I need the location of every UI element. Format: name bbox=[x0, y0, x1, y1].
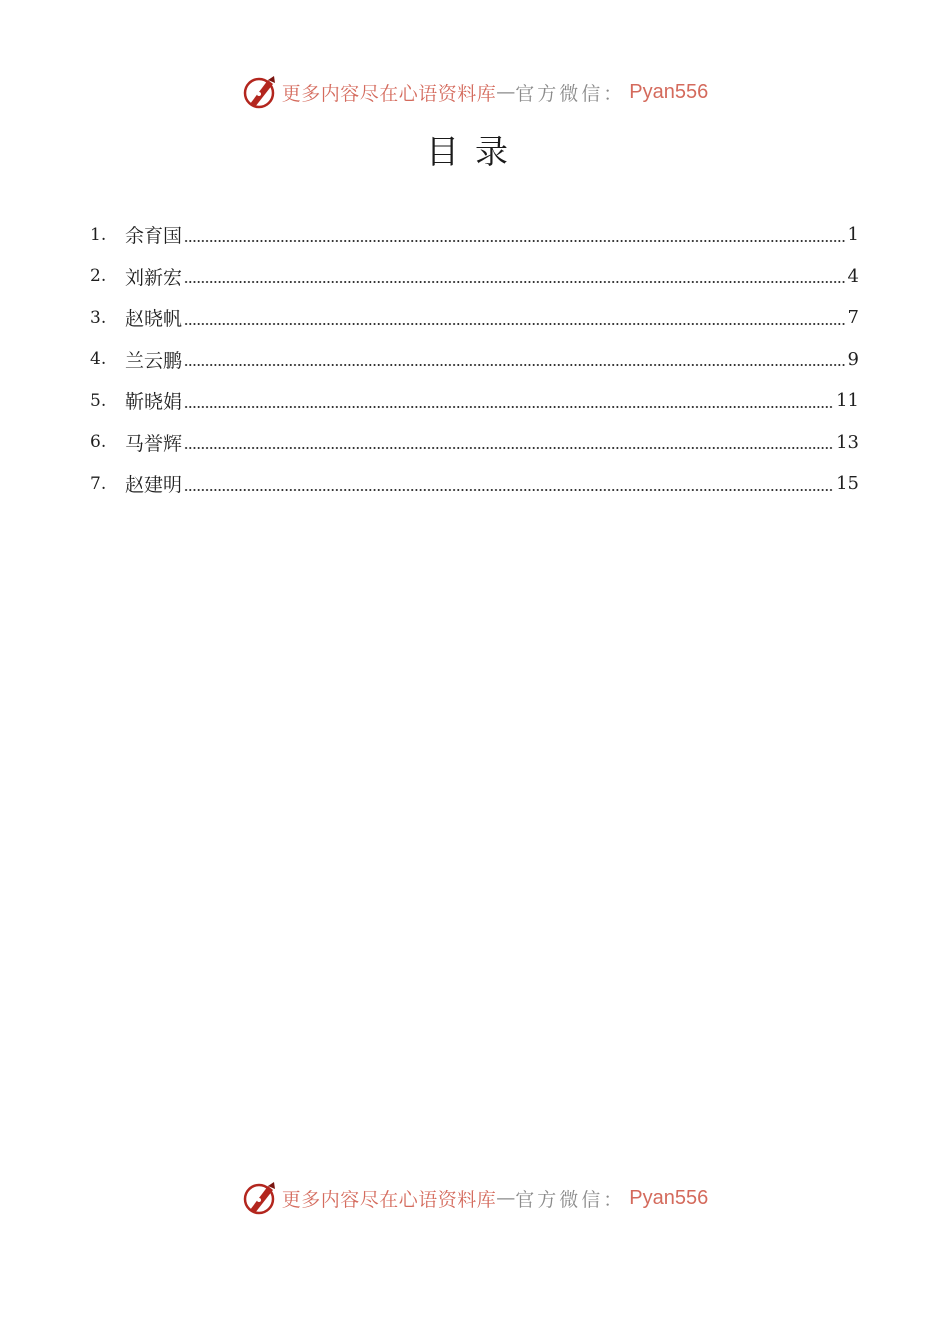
toc-entry[interactable] bbox=[90, 380, 859, 422]
toc-entry[interactable] bbox=[90, 422, 859, 464]
toc-page-number: 4 bbox=[847, 265, 859, 287]
dot-leader bbox=[184, 277, 846, 287]
toc-number: 1. bbox=[90, 224, 107, 245]
toc-name: 兰云鹏 bbox=[125, 349, 183, 372]
toc-page-number: 15 bbox=[836, 473, 859, 495]
banner-wechat-label: 官方微信： bbox=[515, 82, 626, 105]
table-of-contents bbox=[90, 214, 859, 505]
toc-name: 马誉辉 bbox=[125, 432, 183, 455]
toc-name: 赵晓帆 bbox=[125, 308, 183, 331]
banner-text: 更多内容尽在心语资料库 bbox=[281, 1188, 497, 1211]
toc-entry[interactable] bbox=[90, 297, 859, 339]
toc-name: 余育国 bbox=[125, 225, 183, 248]
dot-leader bbox=[184, 485, 834, 495]
pen-nib-logo-icon bbox=[242, 74, 278, 110]
toc-page-number: 9 bbox=[847, 348, 859, 370]
page-title: 目录 bbox=[426, 132, 524, 171]
banner-text: 更多内容尽在心语资料库 bbox=[281, 82, 497, 105]
toc-page-number: 1 bbox=[847, 224, 859, 246]
footer-banner bbox=[0, 1178, 950, 1218]
dot-leader bbox=[184, 319, 846, 329]
dot-leader bbox=[184, 236, 846, 246]
toc-number: 6. bbox=[90, 432, 107, 453]
toc-name: 刘新宏 bbox=[125, 266, 183, 289]
header-banner bbox=[0, 72, 950, 112]
banner-wechat-label: 官方微信： bbox=[515, 1188, 626, 1211]
toc-entry[interactable] bbox=[90, 339, 859, 381]
toc-entry[interactable] bbox=[90, 463, 859, 505]
banner-dash: — bbox=[496, 1187, 516, 1209]
toc-name: 赵建明 bbox=[125, 474, 183, 497]
toc-number: 7. bbox=[90, 473, 107, 494]
toc-number: 5. bbox=[90, 390, 107, 411]
toc-page-number: 11 bbox=[836, 390, 859, 412]
dot-leader bbox=[184, 360, 846, 370]
dot-leader bbox=[184, 443, 834, 453]
toc-number: 4. bbox=[90, 349, 107, 370]
pen-nib-logo-icon bbox=[242, 1180, 278, 1216]
toc-page-number: 13 bbox=[836, 431, 859, 453]
toc-entry[interactable] bbox=[90, 256, 859, 298]
banner-wechat-id: Pyan556 bbox=[629, 1186, 709, 1209]
banner-dash: — bbox=[496, 81, 516, 103]
toc-number: 2. bbox=[90, 266, 107, 287]
toc-name: 靳晓娟 bbox=[125, 391, 183, 414]
toc-page-number: 7 bbox=[847, 307, 859, 329]
banner-wechat-id: Pyan556 bbox=[629, 80, 709, 103]
toc-entry[interactable] bbox=[90, 214, 859, 256]
toc-number: 3. bbox=[90, 307, 107, 328]
dot-leader bbox=[184, 402, 834, 412]
